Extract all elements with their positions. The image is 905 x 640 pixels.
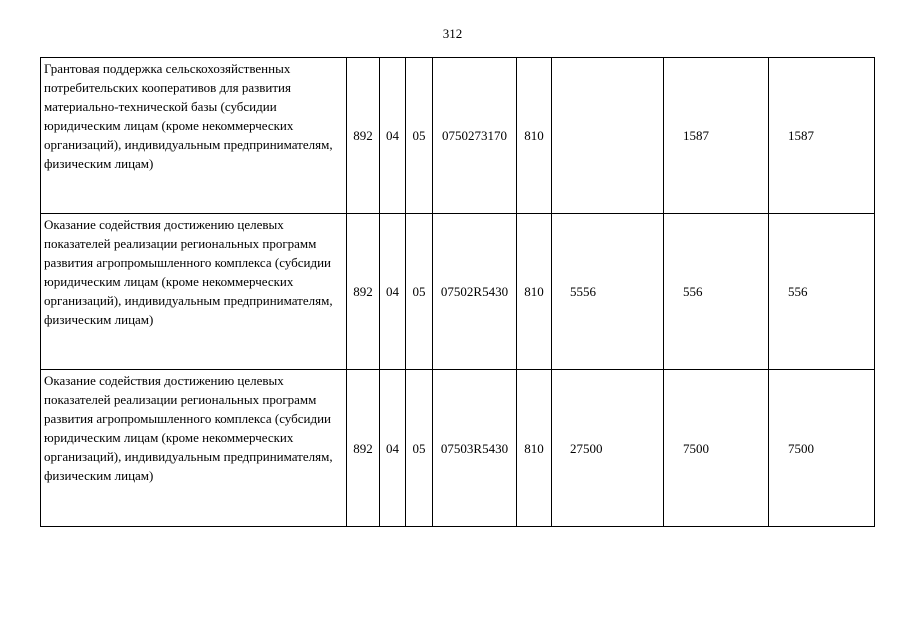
table-row (41, 214, 875, 370)
amount-year-3 (769, 58, 875, 214)
budget-table (40, 57, 875, 527)
amount-year-1-value: 27500 (570, 440, 603, 456)
table-row (41, 370, 875, 527)
amount-year-1 (552, 58, 664, 214)
row-description: Грантовая поддержка сельскохозяйственных потребительских кооперативов для развития материально-технической базы (субсидии юридическим лицам (кроме некоммерческих организаций), индивидуальным предпринимателям, физическим лицам) (41, 58, 347, 214)
section-code: 04 (380, 370, 406, 527)
amount-year-2-value: 1587 (683, 128, 709, 143)
amount-year-2 (664, 370, 769, 527)
row-description: Оказание содействия достижению целевых показателей реализации региональных программ развития агропромышленного комплекса (субсидии юридическим лицам (кроме некоммерческих организаций), индивидуальным предпринимателям, физическим лицам) (41, 214, 347, 370)
amount-year-1 (552, 370, 664, 527)
amount-year-2 (664, 214, 769, 370)
subsection-code: 05 (406, 370, 433, 527)
subsection-code: 05 (406, 214, 433, 370)
section-code: 04 (380, 214, 406, 370)
amount-year-3 (769, 370, 875, 527)
ministry-code: 892 (347, 58, 380, 214)
amount-year-3-value: 556 (788, 284, 808, 299)
page-number: 312 (442, 26, 463, 41)
amount-year-3-value: 1587 (788, 128, 814, 143)
amount-year-1-value: 5556 (570, 284, 596, 299)
subsection-code: 05 (406, 58, 433, 214)
amount-year-2 (664, 58, 769, 214)
ministry-code: 892 (347, 214, 380, 370)
target-article-code: 07503R5430 (433, 370, 517, 527)
section-code: 04 (380, 58, 406, 214)
target-article-code: 07502R5430 (433, 214, 517, 370)
row-description: Оказание содействия достижению целевых показателей реализации региональных программ развития агропромышленного комплекса (субсидии юридическим лицам (кроме некоммерческих организаций), индивидуальным предпринимателям, физическим лицам) (41, 370, 347, 527)
target-article-code: 0750273170 (433, 58, 517, 214)
table-row (41, 58, 875, 214)
amount-year-3-value: 7500 (788, 440, 814, 456)
amount-year-2-value: 7500 (683, 440, 709, 456)
expense-type-code: 810 (517, 58, 552, 214)
amount-year-1 (552, 214, 664, 370)
expense-type-code: 810 (517, 214, 552, 370)
amount-year-2-value: 556 (683, 284, 703, 299)
ministry-code: 892 (347, 370, 380, 527)
amount-year-3 (769, 214, 875, 370)
expense-type-code: 810 (517, 370, 552, 527)
